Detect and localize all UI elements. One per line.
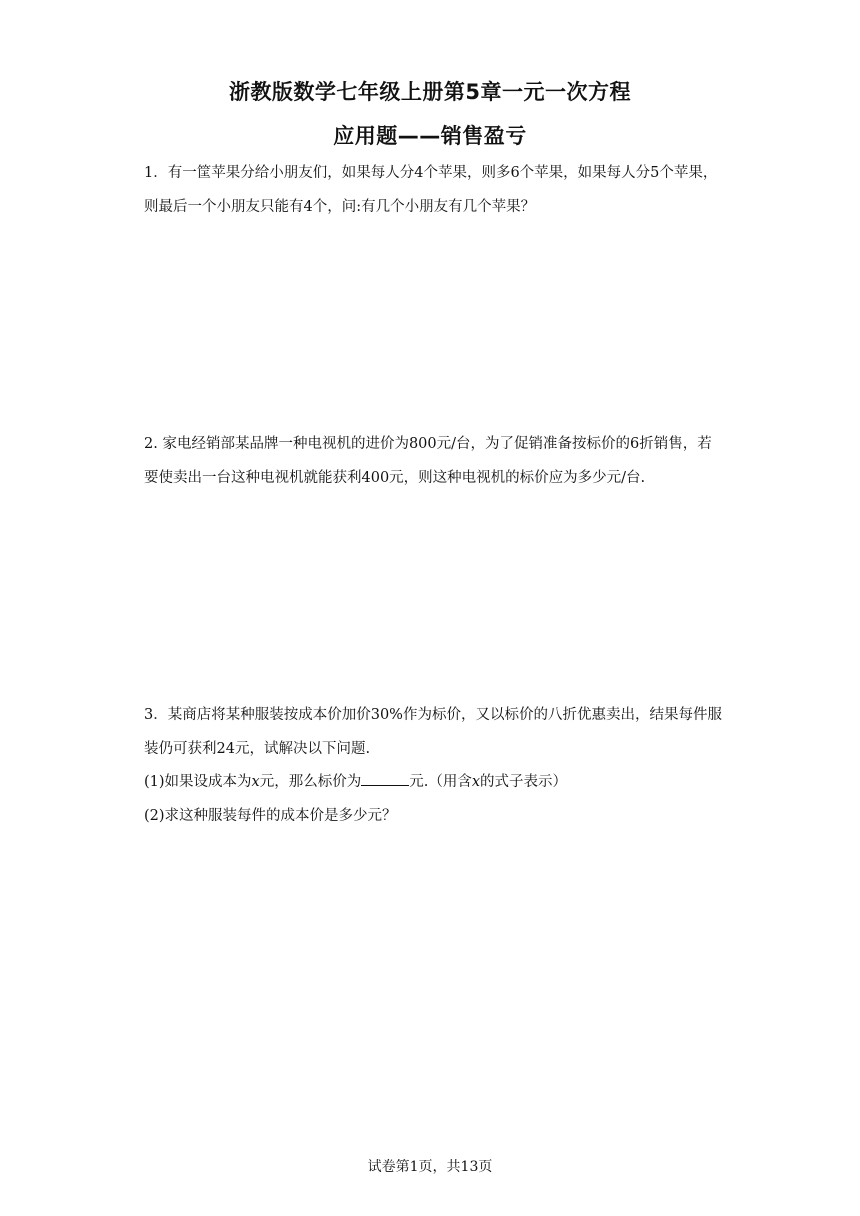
part-1-mid: 元，那么标价为 (259, 774, 362, 790)
question-2: 2. 家电经销部某品牌一种电视机的进价为800元/台，为了促销准备按标价的6折销售，若要使卖出一台这种电视机就能获利400元，则这种电视机的标价应为多少元/台. (144, 436, 712, 486)
answer-blank[interactable] (361, 771, 409, 786)
part-1-prefix: (1)如果设成本为 (144, 774, 252, 790)
question-3-part-1 (144, 765, 724, 799)
variable-x-2: x (471, 774, 481, 790)
question-3: 3．某商店将某种服装按成本价加价30%作为标价，又以标价的八折优惠卖出，结果每件服装仍可获利24元，试解决以下问题. (144, 707, 722, 757)
document-subtitle: 应用题——销售盈亏 (333, 124, 527, 148)
part-1-after-blank: 元.（用含 (409, 774, 472, 790)
page-footer: 试卷第1页，共13页 (367, 1159, 493, 1175)
question-3-part-2: (2)求这种服装每件的成本价是多少元？ (144, 808, 397, 824)
question-1: 1．有一筐苹果分给小朋友们，如果每人分4个苹果，则多6个苹果，如果每人分5个苹果，则最后一个小朋友只能有4个，问:有几个小朋友有几个苹果？ (144, 165, 718, 215)
document-title: 浙教版数学七年级上册第5章一元一次方程 (228, 80, 632, 104)
variable-x: x (251, 774, 260, 790)
part-1-suffix: 的式子表示） (480, 774, 568, 790)
